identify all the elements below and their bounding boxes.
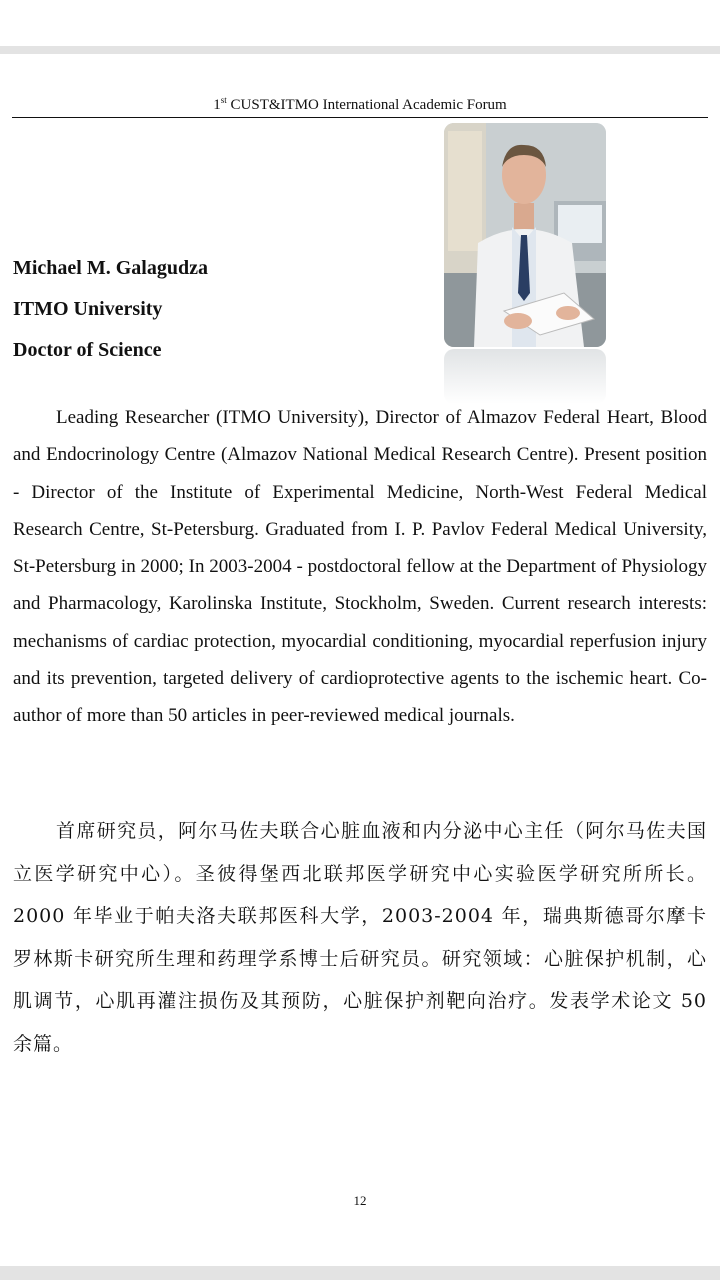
person-name: Michael M. Galagudza (13, 257, 208, 279)
header-edition-suffix: st (220, 95, 227, 105)
page-gap-bottom (0, 1266, 720, 1280)
page-number: 12 (353, 1193, 367, 1208)
top-margin (0, 0, 720, 46)
page-gap-top (0, 46, 720, 54)
person-degree: Doctor of Science (13, 339, 162, 361)
biography-chinese: 首席研究员，阿尔马佐夫联合心脏血液和内分泌中心主任（阿尔马佐夫国立医学研究中心）。圣彼得堡西北联邦医学研究中心实验医学研究所所长。2000 年毕业于帕夫洛夫联邦医科大学，2003-2004 年，瑞典斯德哥尔摩卡罗林斯卡研究所生理和药理学系博士后研究员。研究领域：心脏保护机制，心肌调节，心肌再灌注损伤及其预防，心脏保护剂靶向治疗。发表学术论文 50 余篇。 (13, 820, 707, 1055)
header-title: CUST&ITMO International Academic Forum (226, 97, 507, 113)
identity-block (13, 248, 208, 371)
person-institution: ITMO University (13, 298, 163, 320)
portrait-photo (444, 123, 606, 347)
portrait-reflection (444, 349, 606, 404)
running-header (12, 95, 708, 115)
header-rule (12, 117, 708, 118)
header-edition: 1 (213, 97, 221, 113)
portrait-illustration (444, 123, 606, 347)
biography-english: Leading Researcher (ITMO University), Director of Almazov Federal Heart, Blood and Endocrinology Centre (Almazov National Medical Research Centre). Present position - Director of the Institute of Experimental Medicine, North-West Federal Medical Research Centre, St-Petersburg. Graduated from I. P. Pavlov Federal Medical University, St-Petersburg in 2000; In 2003-2004 - postdoctoral fellow at the Department of Physiology and Pharmacology, Karolinska Institute, Stockholm, Sweden. Current research interests: mechanisms of cardiac protection, myocardial conditioning, myocardial reperfusion injury and its prevention, targeted delivery of cardioprotective agents to the ischemic heart. Co-author of more than 50 articles in peer-reviewed medical journals. (13, 407, 707, 727)
